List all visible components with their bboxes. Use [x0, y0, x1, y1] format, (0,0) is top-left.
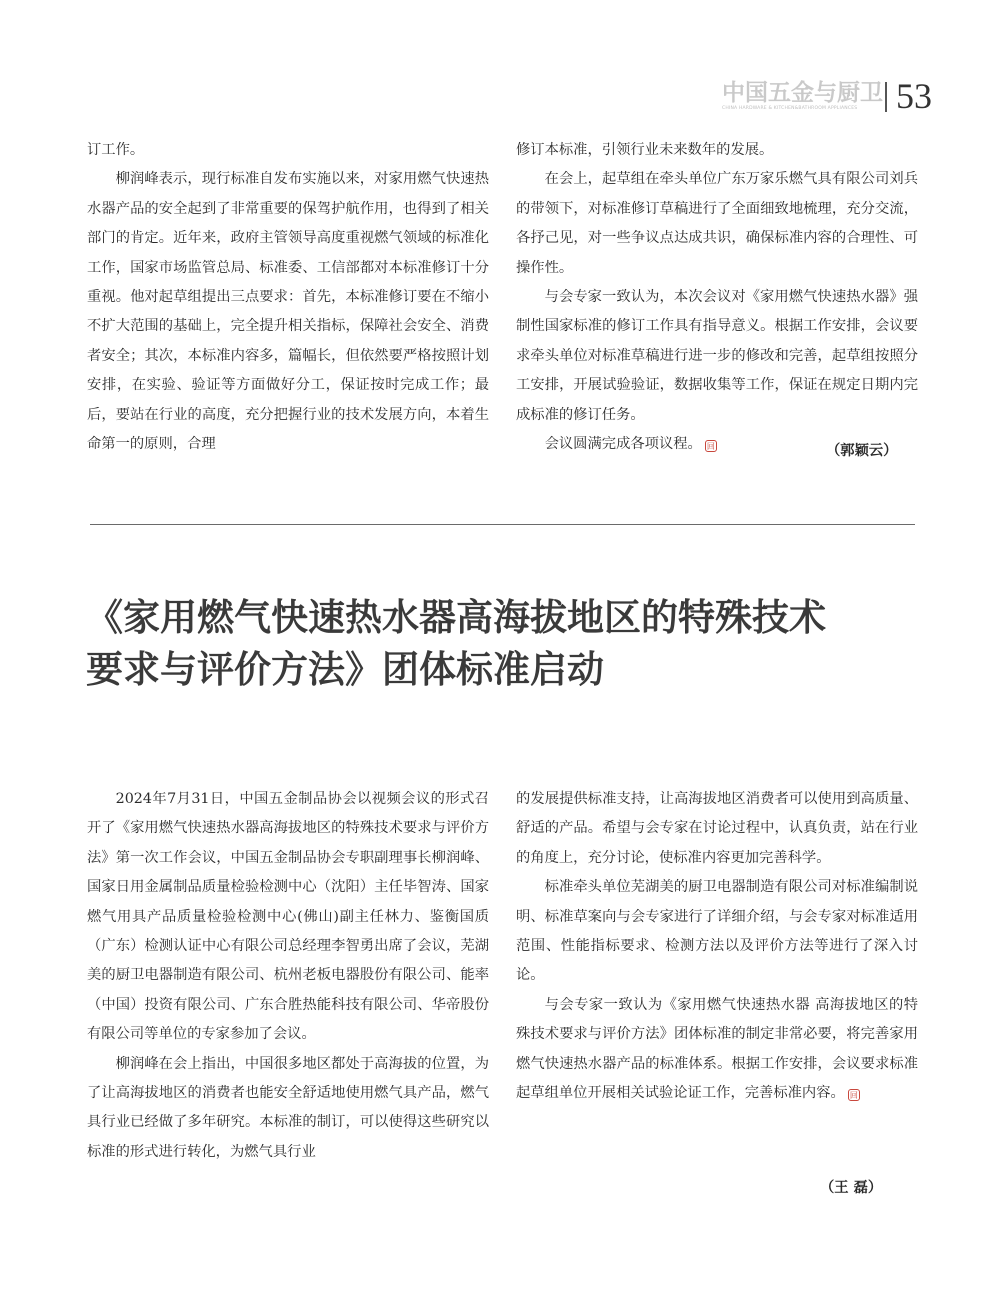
paragraph: 2024年7月31日，中国五金制品协会以视频会议的形式召开了《家用燃气快速热水器高海拔地区的特殊技术要求与评价方法》第一次工作会议，中国五金制品协会专职副理事长柳润峰、国家日用金属制品质量检验检测中心（沈阳）主任毕智涛、国家燃气用具产品质量检验检测中心(佛山)副主任林力、鉴衡国质（广东）检测认证中心有限公司总经理李智勇出席了会议，芜湖美的厨卫电器制造有限公司、杭州老板电器股份有限公司、能率（中国）投资有限公司、广东合胜热能科技有限公司、华帝股份有限公司等单位的专家参加了会议。	[87, 791, 489, 1043]
paragraph: 订工作。	[87, 142, 145, 158]
title-line: 《家用燃气快速热水器高海拔地区的特殊技术	[86, 596, 826, 639]
article2-right-column	[516, 785, 918, 1108]
paragraph: 与会专家一致认为，本次会议对《家用燃气快速热水器》强制性国家标准的修订工作具有指导意义。根据工作安排，会议要求牵头单位对标准草稿进行进一步的修改和完善，起草组按照分工安排，开展试验验证，数据收集等工作，保证在规定日期内完成标准的修订任务。	[516, 289, 918, 423]
paragraph: 柳润峰在会上指出，中国很多地区都处于高海拔的位置，为了让高海拔地区的消费者也能安全舒适地使用燃气具产品，燃气具行业已经做了多年研究。本标准的制订，可以使得这些研究以标准的形式进行转化，为燃气具行业	[87, 1055, 489, 1160]
logo-subtitle: CHINA HARDWARE & KITCHEN&BATHROOM APPLIANCES	[722, 106, 858, 111]
paragraph: 在会上，起草组在牵头单位广东万家乐燃气具有限公司刘兵的带领下，对标准修订草稿进行了全面细致地梳理，充分交流，各抒己见，对一些争议点达成共识，确保标准内容的合理性、可操作性。	[516, 171, 918, 276]
paragraph: 修订本标准，引领行业未来数年的发展。	[516, 142, 774, 158]
article1-left-column	[87, 136, 489, 459]
end-mark-icon: 回	[706, 442, 715, 452]
author-byline: （郭颖云）	[826, 443, 898, 459]
logo-text: 中国五金与厨卫	[722, 80, 883, 106]
paragraph-text: 与会专家一致认为《家用燃气快速热水器 高海拔地区的特殊技术要求与评价方法》团体标准的制定非常必要，将完善家用燃气快速热水器产品的标准体系。根据工作安排，会议要求标准起草组单位开展相关试验论证工作，完善标准内容。	[516, 996, 918, 1102]
header-divider	[885, 82, 887, 112]
article-title	[86, 592, 946, 696]
paragraph: 的发展提供标准支持，让高海拔地区消费者可以使用到高质量、舒适的产品。希望与会专家在讨论过程中，认真负责，站在行业的角度上，充分讨论，使标准内容更加完善科学。	[516, 791, 918, 866]
paragraph: 标准牵头单位芜湖美的厨卫电器制造有限公司对标准编制说明、标准草案向与会专家进行了详细介绍，与会专家对标准适用范围、性能指标要求、检测方法以及评价方法等进行了深入讨论。	[516, 879, 918, 984]
article1-right-column	[516, 136, 918, 459]
paragraph-last	[516, 991, 918, 1109]
end-mark-icon: 回	[849, 1091, 858, 1101]
paragraph-text: 会议圆满完成各项议程。	[544, 436, 702, 453]
section-divider	[90, 524, 915, 525]
article2-left-column	[87, 785, 489, 1167]
title-line: 要求与评价方法》团体标准启动	[86, 648, 604, 691]
page-number: 53	[896, 76, 932, 116]
paragraph: 柳润峰表示，现行标准自发布实施以来，对家用燃气快速热水器产品的安全起到了非常重要的保驾护航作用，也得到了相关部门的肯定。近年来，政府主管领导高度重视燃气领域的标准化工作，国家市场监管总局、标准委、工信部都对本标准修订十分重视。他对起草组提出三点要求：首先，本标准修订要在不缩小不扩大范围的基础上，完全提升相关指标，保障社会安全、消费者安全；其次，本标准内容多，篇幅长，但依然要严格按照计划安排，在实验、验证等方面做好分工，保证按时完成工作；最后，要站在行业的高度，充分把握行业的技术发展方向，本着生命第一的原则，合理	[87, 171, 489, 453]
author-byline: （王 磊）	[820, 1180, 883, 1196]
magazine-logo	[722, 80, 883, 116]
